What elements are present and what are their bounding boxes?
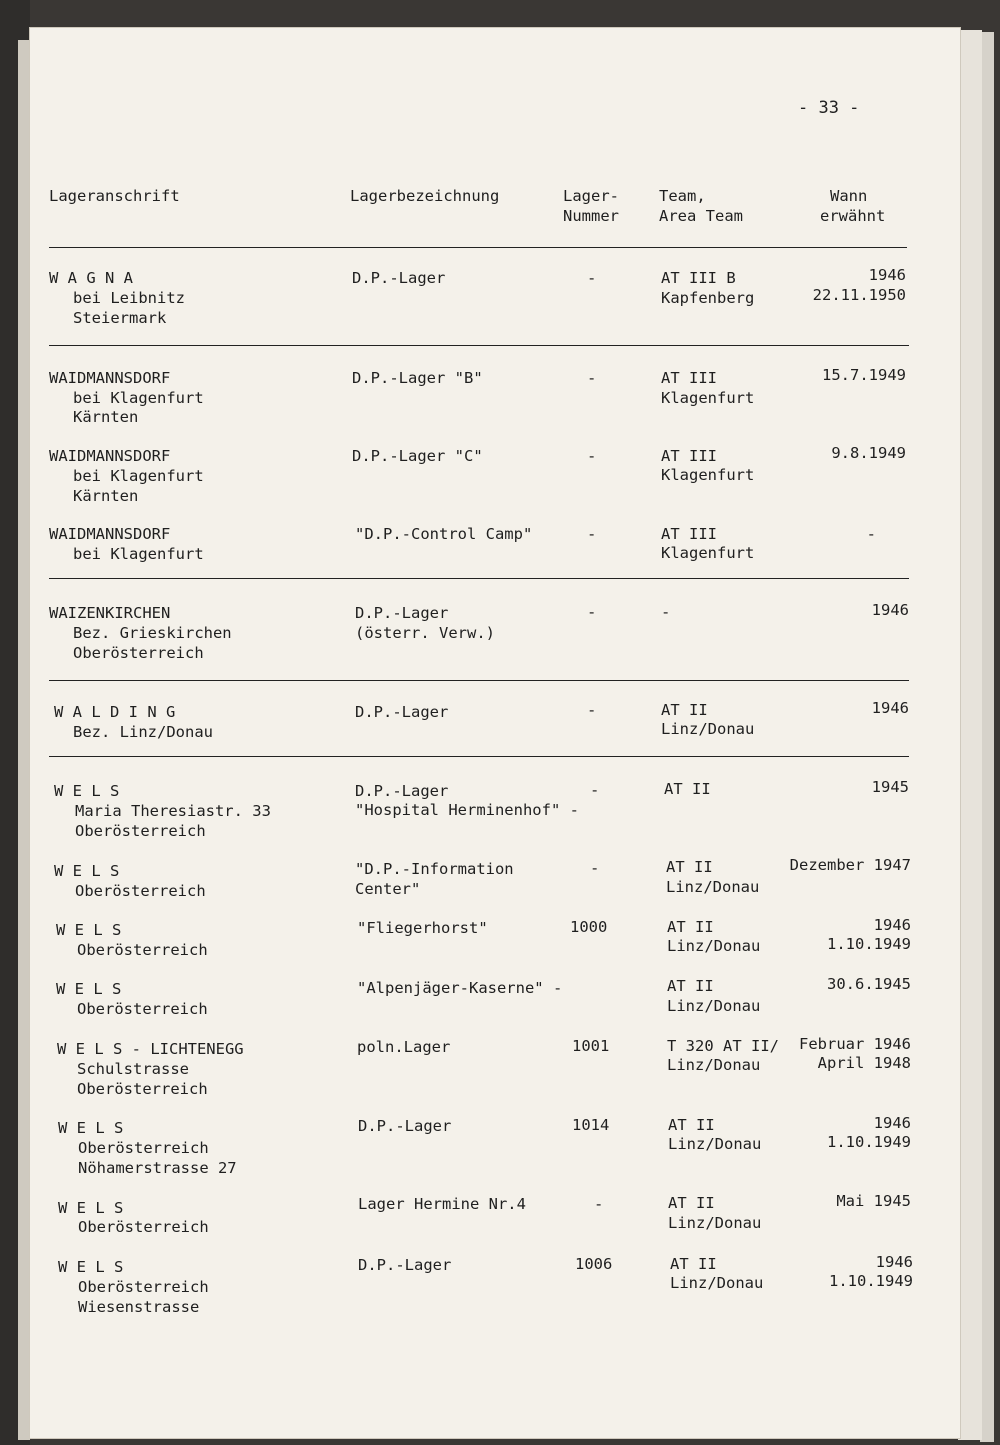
header-number-line2: Nummer [563,207,619,225]
designation: poln.Lager [357,1038,451,1056]
team: - [661,603,671,621]
address-line: Wiesenstrasse [78,1298,200,1316]
address-line: Kärnten [73,408,139,426]
camp-number: - [594,1195,604,1213]
address-line: Oberösterreich [77,941,208,959]
designation: "D.P.-Information [355,860,514,878]
address-line: bei Klagenfurt [73,467,204,485]
designation: D.P.-Lager [352,269,446,287]
designation: Lager Hermine Nr.4 [358,1195,526,1213]
header-team-line2: Area Team [659,207,743,225]
address-line: W E L S - LICHTENEGG [57,1040,244,1058]
left-page-edge [18,40,30,1440]
date-mentioned: - [866,525,876,543]
camp-number: 1000 [570,918,608,936]
team: AT II [668,1194,715,1212]
row-separator [49,345,909,346]
row-separator [49,756,909,757]
camp-number: 1001 [572,1037,610,1055]
date-mentioned: Mai 1945 [836,1192,911,1210]
camp-number: - [590,859,600,877]
page-number: - 33 - [798,98,860,118]
team: Linz/Donau [666,878,760,896]
designation: "Hospital Herminenhof" - [355,801,579,819]
page-stack-edge [958,30,982,1440]
team: Linz/Donau [668,1135,762,1153]
camp-number: - [590,781,600,799]
team: Linz/Donau [668,1214,762,1232]
team: Linz/Donau [661,720,755,738]
header-rule [49,247,907,248]
designation: D.P.-Lager [358,1256,452,1274]
row-separator [49,578,909,579]
header-date-line1: Wann [830,187,868,205]
date-mentioned: 1945 [871,778,909,796]
page-stack-edge [980,32,994,1442]
team: AT II [661,701,708,719]
address-line: Oberösterreich [78,1218,209,1236]
designation: D.P.-Lager [355,604,449,622]
row-separator [49,680,909,681]
address-line: Oberösterreich [75,882,206,900]
address-line: W E L S [54,862,120,880]
address-line: Bez. Linz/Donau [73,723,213,741]
team: AT II [667,918,714,936]
address-line: WAIDMANNSDORF [49,369,171,387]
address-line: Oberösterreich [77,1080,208,1098]
designation: D.P.-Lager "C" [352,447,483,465]
team: AT II [664,780,711,798]
date-mentioned: 1946 [871,699,909,717]
address-line: Bez. Grieskirchen [73,624,232,642]
date-mentioned: 1946 [868,266,906,284]
date-mentioned: 9.8.1949 [831,444,906,462]
address-line: W E L S [56,980,122,998]
camp-number: - [587,701,597,719]
designation: Center" [355,880,421,898]
address-line: W A L D I N G [54,703,176,721]
team: Linz/Donau [667,997,761,1015]
designation: "Alpenjäger-Kaserne" - [357,979,563,997]
camp-number: 1006 [575,1255,613,1273]
date-mentioned: 22.11.1950 [812,286,906,304]
date-mentioned: 30.6.1945 [827,975,911,993]
team: Linz/Donau [667,937,761,955]
team: AT II [670,1255,717,1273]
date-mentioned: April 1948 [817,1054,911,1072]
address-line: WAIZENKIRCHEN [49,604,171,622]
date-mentioned: 1.10.1949 [827,935,911,953]
date-mentioned: 1946 [875,1253,913,1271]
address-line: Schulstrasse [77,1060,189,1078]
team: AT II [666,858,713,876]
date-mentioned: 1.10.1949 [827,1133,911,1151]
team: Klagenfurt [661,544,755,562]
date-mentioned: 1946 [873,916,911,934]
camp-number: - [587,525,597,543]
camp-number: - [587,269,597,287]
header-number-line1: Lager- [563,187,619,205]
date-mentioned: 1946 [873,1114,911,1132]
team: AT II [667,977,714,995]
address-line: Maria Theresiastr. 33 [75,802,271,820]
team: Kapfenberg [661,289,755,307]
address-line: W E L S [58,1119,124,1137]
address-line: Oberösterreich [78,1139,209,1157]
designation: D.P.-Lager "B" [352,369,483,387]
header-team-line1: Team, [659,187,706,205]
address-line: Steiermark [73,309,167,327]
header-date-line2: erwähnt [820,207,886,225]
address-line: Oberösterreich [77,1000,208,1018]
address-line: WAIDMANNSDORF [49,525,171,543]
date-mentioned: 1.10.1949 [829,1272,913,1290]
address-line: WAIDMANNSDORF [49,447,171,465]
team: Klagenfurt [661,466,755,484]
address-line: bei Klagenfurt [73,545,204,563]
address-line: Oberösterreich [73,644,204,662]
date-mentioned: Februar 1946 [799,1035,911,1053]
team: T 320 AT II/ [667,1037,779,1055]
team: Linz/Donau [670,1274,764,1292]
team: AT III [661,525,717,543]
address-line: Oberösterreich [78,1278,209,1296]
document-page [30,28,960,1438]
camp-number: 1014 [572,1116,610,1134]
header-address: Lageranschrift [49,187,180,205]
header-designation: Lagerbezeichnung [350,187,500,205]
address-line: Kärnten [73,487,139,505]
date-mentioned: Dezember 1947 [789,856,911,874]
address-line: W E L S [58,1258,124,1276]
designation: "Fliegerhorst" [357,919,488,937]
designation: (österr. Verw.) [355,624,495,642]
team: Klagenfurt [661,389,755,407]
camp-number: - [587,603,597,621]
designation: "D.P.-Control Camp" [355,525,533,543]
address-line: bei Leibnitz [73,289,185,307]
address-line: Nöhamerstrasse 27 [78,1159,237,1177]
date-mentioned: 1946 [871,601,909,619]
designation: D.P.-Lager [355,782,449,800]
address-line: W A G N A [49,269,133,287]
team: AT III [661,369,717,387]
team: Linz/Donau [667,1056,761,1074]
address-line: W E L S [56,921,122,939]
address-line: Oberösterreich [75,822,206,840]
designation: D.P.-Lager [358,1117,452,1135]
camp-number: - [587,447,597,465]
team: AT II [668,1116,715,1134]
address-line: bei Klagenfurt [73,389,204,407]
team: AT III B [661,269,736,287]
date-mentioned: 15.7.1949 [822,366,906,384]
team: AT III [661,447,717,465]
address-line: W E L S [54,782,120,800]
address-line: W E L S [58,1199,124,1217]
camp-number: - [587,369,597,387]
designation: D.P.-Lager [355,703,449,721]
